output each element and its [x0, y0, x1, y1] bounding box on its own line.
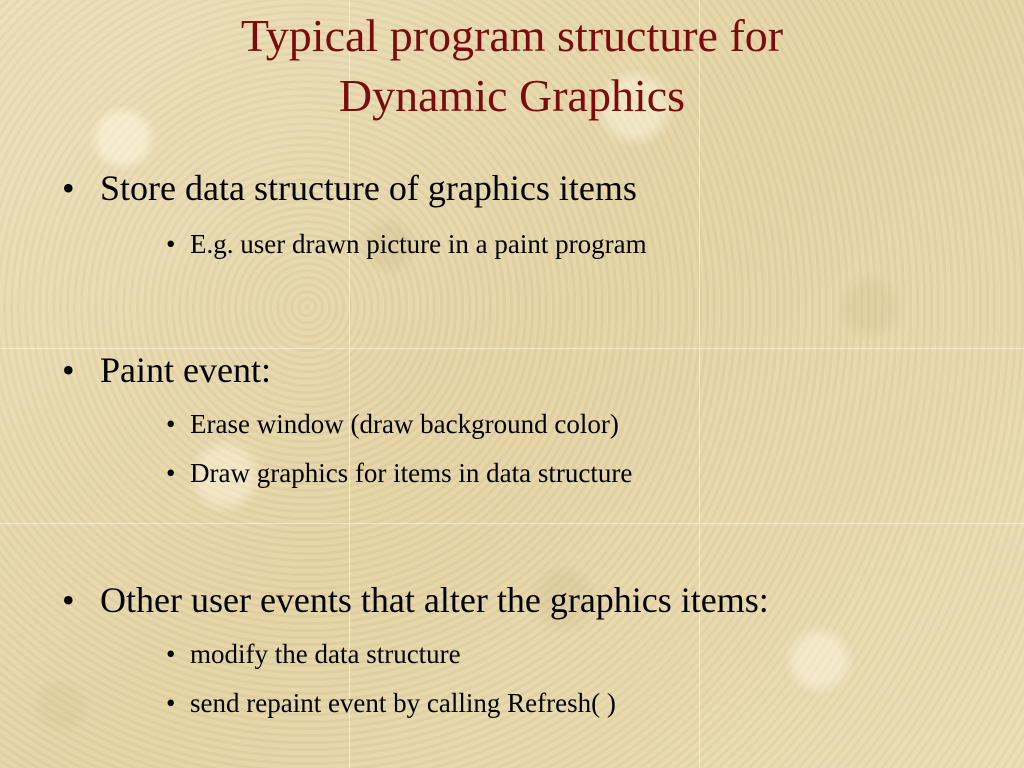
sub-bullet-text: Draw graphics for items in data structure: [190, 458, 633, 488]
slide-title-line: Dynamic Graphics: [338, 70, 686, 121]
sub-bullet-text: modify the data structure: [190, 639, 461, 669]
bullet-icon: •: [166, 458, 176, 488]
sub-bullet-item: [166, 407, 619, 441]
bullet-item: [62, 578, 769, 622]
sub-bullet-item: [166, 686, 616, 720]
bullet-icon: •: [166, 639, 176, 669]
bullet-icon: •: [62, 350, 75, 390]
bullet-text: Store data structure of graphics items: [100, 168, 637, 208]
bullet-icon: •: [166, 229, 176, 259]
bullet-icon: •: [166, 688, 176, 718]
bullet-icon: •: [62, 168, 75, 208]
bullet-item: [62, 166, 637, 210]
sub-bullet-item: [166, 456, 632, 490]
slide-title-line: Typical program structure for: [240, 10, 784, 61]
sub-bullet-text: E.g. user drawn picture in a paint program: [190, 229, 647, 259]
bullet-icon: •: [166, 409, 176, 439]
sub-bullet-text: Erase window (draw background color): [190, 409, 619, 439]
sub-bullet-item: [166, 227, 647, 261]
bullet-text: Paint event:: [100, 350, 271, 390]
bullet-item: [62, 348, 271, 392]
sub-bullet-text: send repaint event by calling Refresh( ): [190, 688, 616, 718]
bullet-text: Other user events that alter the graphics items:: [100, 580, 769, 620]
bullet-icon: •: [62, 580, 75, 620]
sub-bullet-item: [166, 637, 461, 671]
